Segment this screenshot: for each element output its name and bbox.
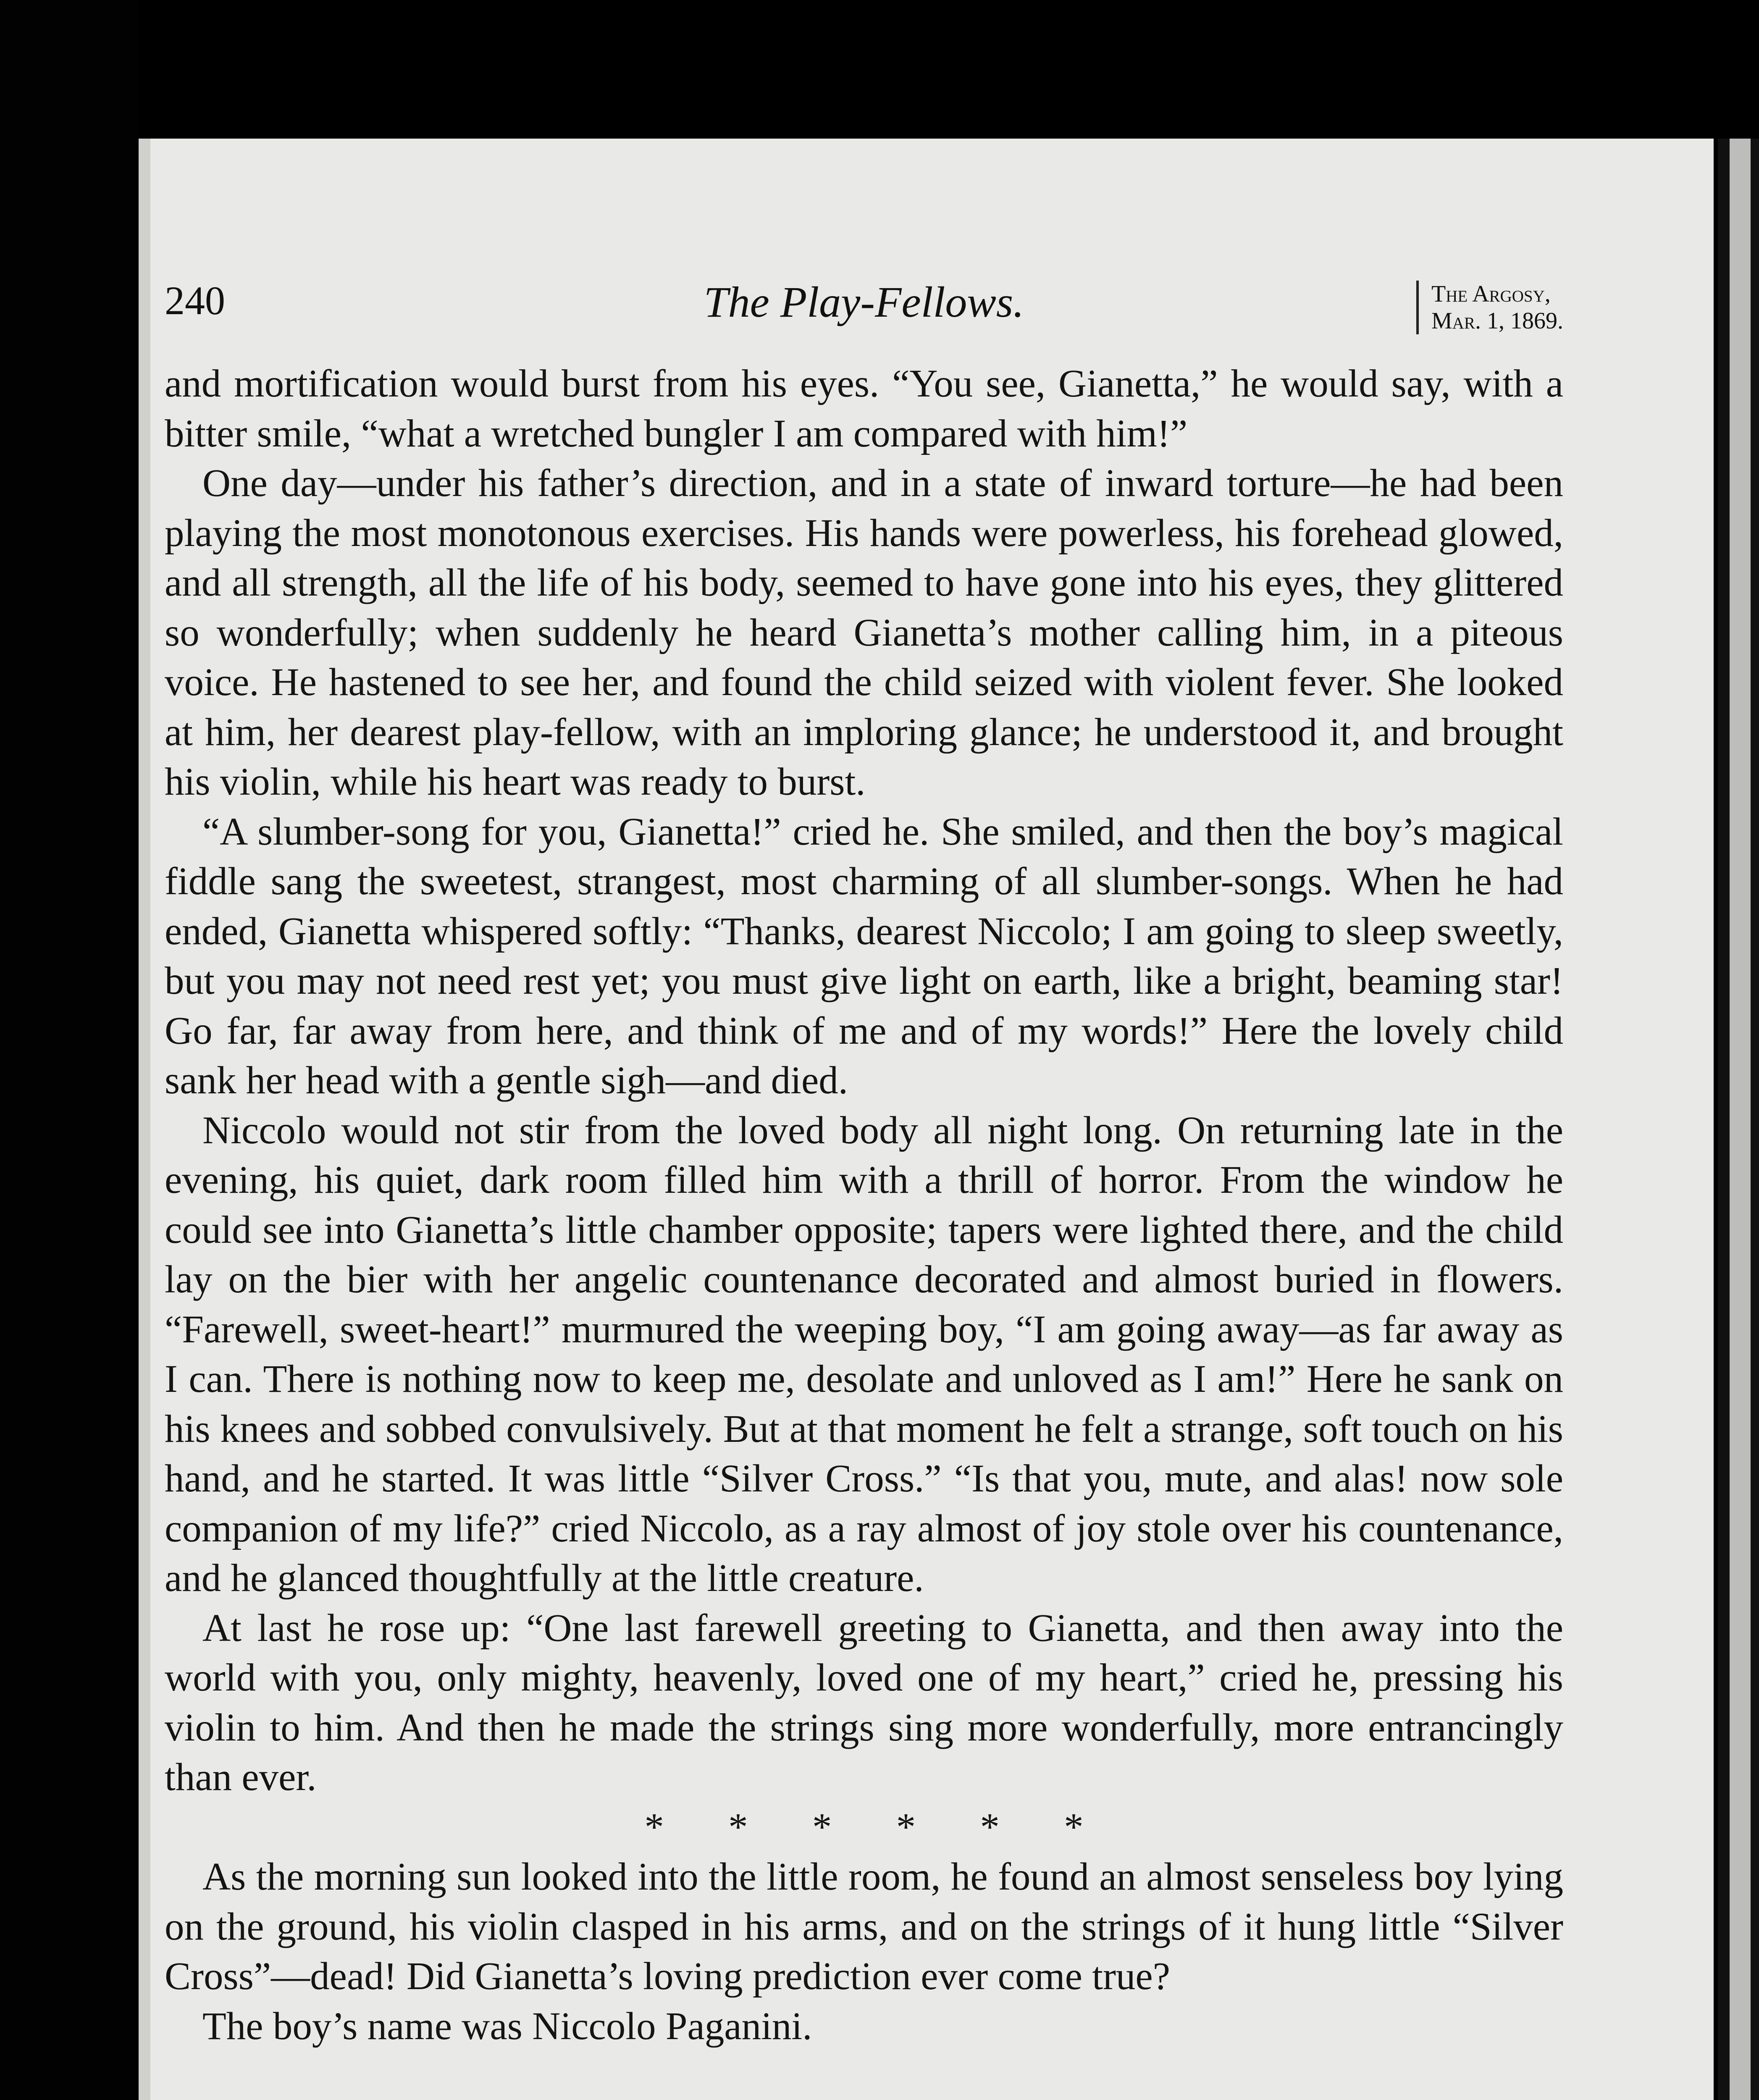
page-number: 240 — [165, 278, 225, 323]
running-title: The Play-Fellows. — [704, 278, 1024, 326]
article-body — [165, 359, 1563, 2051]
paragraph: and mortification would burst from his eyes. “You see, Gianetta,” he would say, with a bitter smile, “what a wretched bungler I am compared with him!” — [165, 362, 1563, 455]
scan-border-left — [0, 0, 139, 2100]
paragraph: As the morning sun looked into the little room, he found an almost senseless boy lying on the ground, his violin clasped in his arms, and on the strings of it hung little “Silver Cross”—dead! Did Gianetta’s loving prediction ever come true? — [165, 1855, 1563, 1998]
page-header — [165, 277, 1563, 353]
facing-page-edge — [1718, 139, 1759, 2100]
section-break: * * * * * * — [644, 1805, 1084, 1849]
paragraph: The boy’s name was Niccolo Paganini. — [202, 2004, 812, 2048]
paragraph: At last he rose up: “One last farewell greeting to Gianetta, and then away into the world with you, only mighty, heavenly, loved one of my heart,” cried he, pressing his violin to him. And then he made the strings sing more wonderfully, more entrancingly than ever. — [165, 1606, 1563, 1799]
paragraph: One day—under his father’s direction, and in a state of inward torture—he had been playing the most monotonous exercises. His hands were powerless, his forehead glowed, and all strength, all the life of his body, seemed to have gone into his eyes, they glittered so wonderfully; when suddenly he heard Gianetta’s mother calling him, in a piteous voice. He hastened to see her, and found the child seized with violent fever. She looked at him, her dearest play-fellow, with an imploring glance; he understood it, and brought his violin, while his heart was ready to burst. — [165, 462, 1563, 803]
publication-info — [1416, 281, 1563, 334]
paragraph: “A slumber-song for you, Gianetta!” cried he. She smiled, and then the boy’s magical fiddle sang the sweetest, strangest, most charming of all slumber-songs. When he had ended, Gianetta whispered softly: “Thanks, dearest Niccolo; I am going to sleep sweetly, but you may not need rest yet; you must give light on earth, like a bright, beaming star! Go far, far away from here, and think of me and of my words!” Here the lovely child sank her head with a gentle sigh—and died. — [165, 810, 1563, 1102]
paragraph: Niccolo would not stir from the loved body all night long. On returning late in the evening, his quiet, dark room filled him with a thrill of horror. From the window he could see into Gianetta’s little chamber opposite; tapers were lighted there, and the child lay on the bier with her angelic countenance decorated and almost buried in flowers. “Farewell, sweet-heart!” murmured the weeping boy, “I am going away—as far away as I can. There is nothing now to keep me, desolate and unloved as I am!” Here he sank on his knees and sobbed convulsively. But at that moment he felt a strange, soft touch on his hand, and he started. It was little “Silver Cross.” “Is that you, mute, and alas! now sole companion of my life?” cried Niccolo, as a ray almost of joy stole over his countenance, and he glanced thoughtfully at the little creature. — [165, 1108, 1563, 1600]
issue-date: Mar. 1, 1869. — [1431, 308, 1563, 334]
publication-name: The Argosy, — [1431, 281, 1551, 307]
